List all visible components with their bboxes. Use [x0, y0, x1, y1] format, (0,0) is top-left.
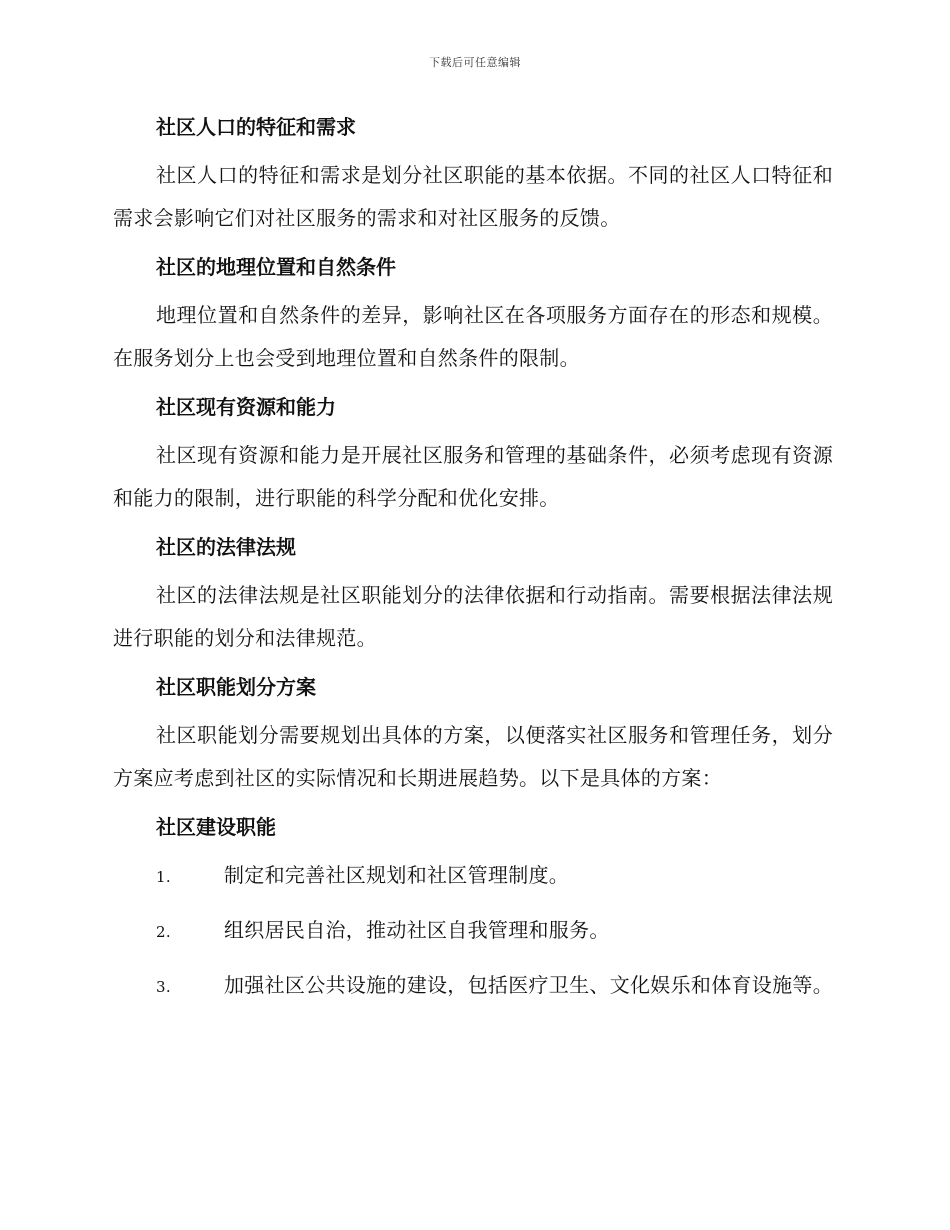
section-heading: 社区人口的特征和需求: [156, 115, 356, 139]
list-item: [113, 854, 833, 899]
section-paragraph: 社区的法律法规是社区职能划分的法律依据和行动指南。需要根据法律法规进行职能的划分和法律规范。: [113, 583, 833, 650]
section-paragraph: 社区现有资源和能力是开展社区服务和管理的基础条件，必须考虑现有资源和能力的限制，进行职能的科学分配和优化安排。: [113, 443, 833, 510]
document-body: [113, 110, 833, 1019]
list-item-number: 3.: [156, 978, 171, 996]
list-item-text: 组织居民自治，推动社区自我管理和服务。: [224, 918, 610, 942]
section-heading: 社区现有资源和能力: [156, 395, 336, 419]
page-header: 下载后可任意编辑: [429, 56, 521, 69]
list-item: [113, 909, 833, 954]
section-paragraph: 社区职能划分需要规划出具体的方案，以便落实社区服务和管理任务，划分方案应考虑到社区的实际情况和长期进展趋势。以下是具体的方案：: [113, 723, 833, 790]
list-item-number: 2.: [156, 923, 171, 941]
section-heading: 社区的法律法规: [156, 535, 296, 559]
section-heading: 社区的地理位置和自然条件: [156, 255, 396, 279]
list-item-text: 加强社区公共设施的建设，包括医疗卫生、文化娱乐和体育设施等。: [224, 973, 833, 997]
section-heading: 社区建设职能: [156, 815, 276, 839]
section-paragraph: 社区人口的特征和需求是划分社区职能的基本依据。不同的社区人口特征和需求会影响它们对社区服务的需求和对社区服务的反馈。: [113, 163, 833, 230]
section-paragraph: 地理位置和自然条件的差异，影响社区在各项服务方面存在的形态和规模。在服务划分上也会受到地理位置和自然条件的限制。: [113, 303, 833, 370]
section-heading: 社区职能划分方案: [156, 675, 316, 699]
list-item-text: 制定和完善社区规划和社区管理制度。: [224, 863, 570, 887]
list-item: [113, 964, 833, 1009]
list-item-number: 1.: [156, 868, 171, 886]
